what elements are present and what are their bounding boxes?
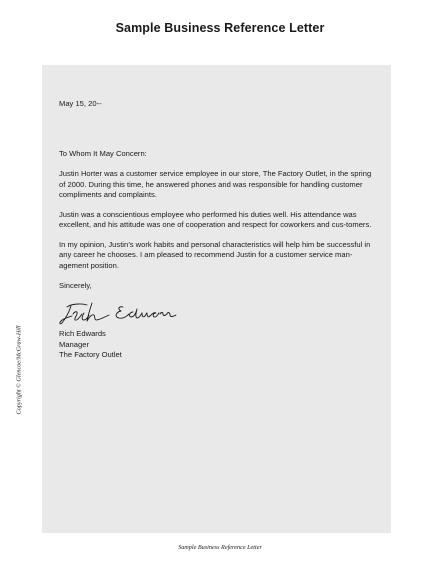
signer-title: Manager [59, 339, 89, 349]
signer-name: Rich Edwards [59, 329, 106, 339]
signer-company: The Factory Outlet [59, 350, 122, 360]
letter-closing: Sincerely, [59, 280, 92, 290]
copyright-notice: Copyright © Glencoe/McGraw-Hill [15, 325, 23, 415]
letter-date: May 15, 20-- [59, 99, 102, 108]
signature-image [57, 297, 179, 327]
letter-paragraph-3: In my opinion, Justin’s work habits and personal characteristics will help him be successful in any career he chooses. I am pleased to recommend Justin for a customer service man-agement position. [59, 240, 371, 270]
letter-paragraph-1: Justin Horter was a customer service employee in our store, The Factory Outlet, in the spring of 2000. During this time, he answered phones and was responsible for handling customer compliments and complaints. [59, 169, 372, 200]
letter-salutation: To Whom It May Concern: [59, 149, 147, 159]
letter-paragraph-2: Justin was a conscientious employee who performed his duties well. His attendance was excellent, and his attitude was one of cooperation and respect for coworkers and cus-tomers. [59, 209, 372, 230]
footer-title: Sample Business Reference Letter [178, 544, 262, 551]
letter-body [59, 99, 377, 361]
page-title: Sample Business Reference Letter [115, 21, 325, 35]
letter-panel [42, 65, 391, 533]
signer-block [59, 329, 377, 360]
